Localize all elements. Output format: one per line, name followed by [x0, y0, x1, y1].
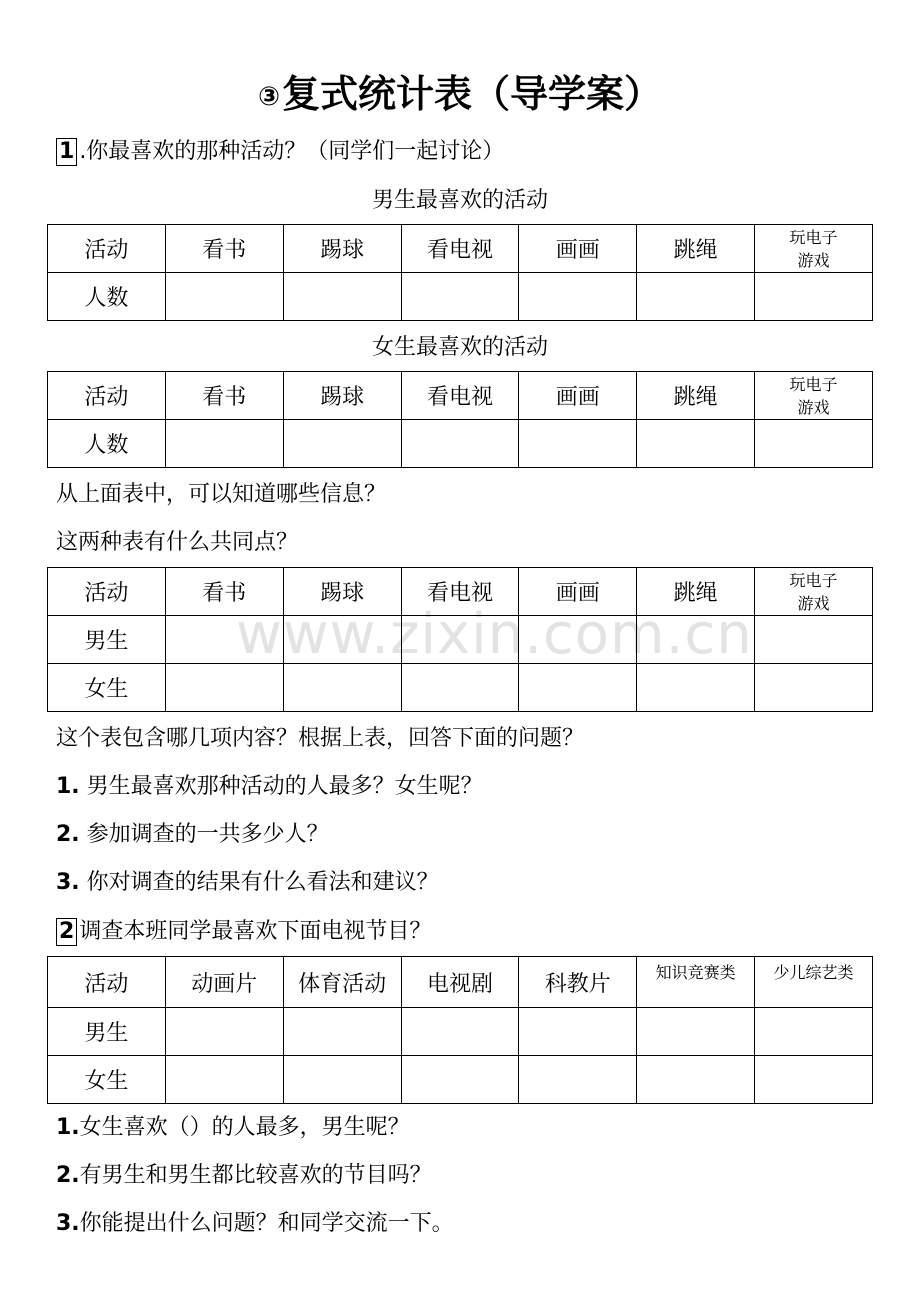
blank-cell[interactable]	[519, 1008, 637, 1056]
blank-cell[interactable]	[519, 616, 637, 664]
header-cell: 动画片	[165, 957, 283, 1008]
blank-cell[interactable]	[283, 420, 401, 468]
header-cell: 活动	[48, 568, 166, 616]
table-row	[48, 1008, 873, 1056]
table-header-row	[48, 372, 873, 420]
table-row	[48, 1056, 873, 1104]
table-header-row	[48, 568, 873, 616]
question-item: 1. 男生最喜欢那种活动的人最多？女生呢？	[56, 774, 483, 799]
header-cell: 活动	[48, 957, 166, 1008]
blank-cell[interactable]	[755, 616, 873, 664]
header-cell: 科教片	[519, 957, 637, 1008]
table-row	[48, 420, 873, 468]
row-label: 男生	[48, 616, 166, 664]
header-cell-video-games: 玩电子 游戏	[755, 225, 873, 273]
header-cell: 踢球	[283, 225, 401, 273]
blank-cell[interactable]	[755, 420, 873, 468]
question-item: 1.女生喜欢（）的人最多，男生呢？	[56, 1115, 410, 1140]
blank-cell[interactable]	[637, 1056, 755, 1104]
blank-cell[interactable]	[165, 420, 283, 468]
blank-cell[interactable]	[283, 616, 401, 664]
title-circled-number: ③	[257, 82, 280, 112]
header-cell-video-games: 玩电子 游戏	[755, 568, 873, 616]
header-cell: 少儿综艺类	[755, 957, 873, 1008]
header-cell: 看电视	[401, 225, 519, 273]
header-cell: 画画	[519, 372, 637, 420]
header-cell: 看书	[165, 568, 283, 616]
question-item: 3.你能提出什么问题？和同学交流一下。	[56, 1211, 454, 1236]
section-1-heading	[56, 137, 504, 167]
blank-cell[interactable]	[401, 664, 519, 712]
header-cell: 跳绳	[637, 372, 755, 420]
section-2-heading	[56, 917, 431, 947]
blank-cell[interactable]	[755, 664, 873, 712]
watermark: www.zixin.com.cn	[236, 602, 753, 667]
header-cell: 看电视	[401, 372, 519, 420]
table-row	[48, 664, 873, 712]
header-cell-video-games: 玩电子 游戏	[755, 372, 873, 420]
tv-program-table	[47, 956, 873, 1104]
girls-table-caption: 女生最喜欢的活动	[371, 335, 548, 360]
blank-cell[interactable]	[401, 273, 519, 321]
boys-activity-table	[47, 224, 873, 321]
blank-cell[interactable]	[637, 420, 755, 468]
blank-cell[interactable]	[165, 616, 283, 664]
blank-cell[interactable]	[283, 1056, 401, 1104]
section-1-text: .你最喜欢的那种活动？（同学们一起讨论）	[79, 139, 505, 164]
header-cell: 活动	[48, 225, 166, 273]
header-cell: 踢球	[283, 568, 401, 616]
blank-cell[interactable]	[637, 273, 755, 321]
table-row	[48, 273, 873, 321]
row-label: 女生	[48, 1056, 166, 1104]
blank-cell[interactable]	[755, 1008, 873, 1056]
boys-table-caption: 男生最喜欢的活动	[371, 188, 548, 213]
blank-cell[interactable]	[165, 1056, 283, 1104]
blank-cell[interactable]	[165, 664, 283, 712]
header-cell: 看电视	[401, 568, 519, 616]
header-cell: 画画	[519, 225, 637, 273]
header-cell: 看书	[165, 225, 283, 273]
header-cell: 看书	[165, 372, 283, 420]
blank-cell[interactable]	[165, 1008, 283, 1056]
table-header-row	[48, 225, 873, 273]
blank-cell[interactable]	[165, 273, 283, 321]
blank-cell[interactable]	[637, 616, 755, 664]
section-2-number-box: 2	[56, 918, 77, 946]
row-label: 人数	[48, 273, 166, 321]
blank-cell[interactable]	[519, 273, 637, 321]
question-item: 3. 你对调查的结果有什么看法和建议？	[56, 870, 439, 895]
row-label: 女生	[48, 664, 166, 712]
blank-cell[interactable]	[637, 1008, 755, 1056]
blank-cell[interactable]	[401, 420, 519, 468]
question-item: 2. 参加调查的一共多少人？	[56, 822, 329, 847]
blank-cell[interactable]	[283, 273, 401, 321]
table-row	[48, 616, 873, 664]
header-cell: 画画	[519, 568, 637, 616]
blank-cell[interactable]	[401, 1008, 519, 1056]
blank-cell[interactable]	[519, 664, 637, 712]
page-title	[0, 66, 920, 125]
header-cell: 跳绳	[637, 568, 755, 616]
header-cell: 跳绳	[637, 225, 755, 273]
blank-cell[interactable]	[755, 273, 873, 321]
section-2-text: 调查本班同学最喜欢下面电视节目？	[79, 919, 432, 944]
blank-cell[interactable]	[401, 1056, 519, 1104]
blank-cell[interactable]	[519, 420, 637, 468]
header-cell: 电视剧	[401, 957, 519, 1008]
question-contents: 这个表包含哪几项内容？根据上表，回答下面的问题？	[56, 726, 585, 751]
blank-cell[interactable]	[283, 1008, 401, 1056]
table-header-row	[48, 957, 873, 1008]
section-1-number-box: 1	[56, 138, 77, 166]
question-info: 从上面表中，可以知道哪些信息？	[56, 482, 387, 507]
header-cell: 知识竞赛类	[637, 957, 755, 1008]
question-item: 2.有男生和男生都比较喜欢的节目吗？	[56, 1163, 432, 1188]
blank-cell[interactable]	[519, 1056, 637, 1104]
header-cell: 体育活动	[283, 957, 401, 1008]
blank-cell[interactable]	[637, 664, 755, 712]
question-common: 这两种表有什么共同点？	[56, 530, 299, 555]
girls-activity-table	[47, 371, 873, 468]
header-cell: 踢球	[283, 372, 401, 420]
blank-cell[interactable]	[755, 1056, 873, 1104]
title-text: 复式统计表（导学案）	[282, 72, 663, 116]
header-cell: 活动	[48, 372, 166, 420]
blank-cell[interactable]	[401, 616, 519, 664]
combined-activity-table	[47, 567, 873, 712]
row-label: 男生	[48, 1008, 166, 1056]
blank-cell[interactable]	[283, 664, 401, 712]
row-label: 人数	[48, 420, 166, 468]
